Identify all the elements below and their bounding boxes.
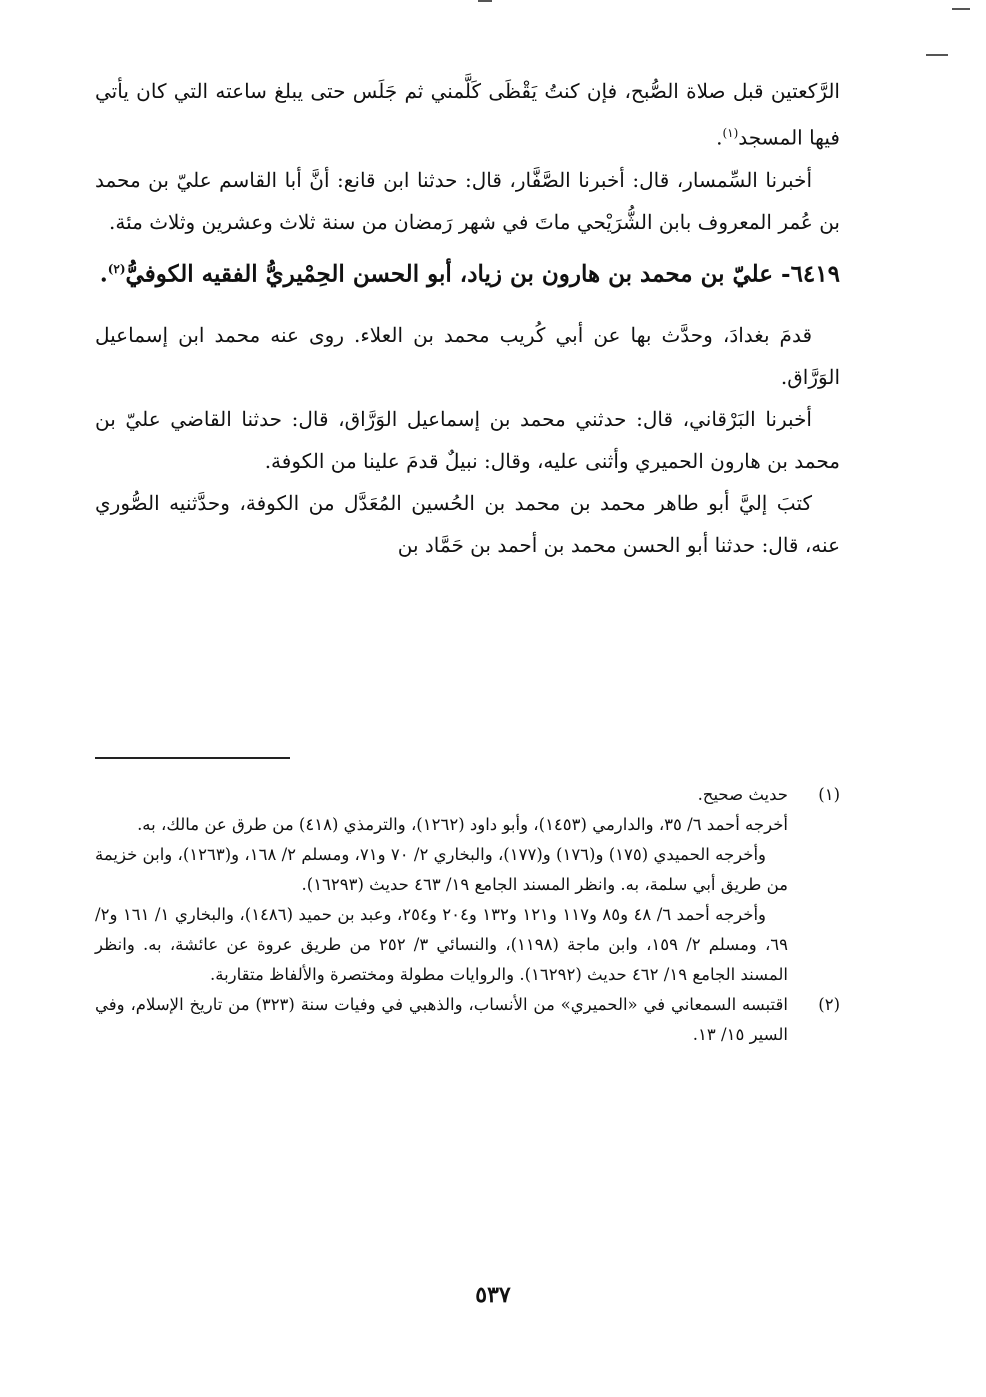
footnote-1 (95, 780, 840, 990)
paragraph-1-text: الرَّكعتين قبل صلاة الصُّبح، فإن كنتُ يَقْظَى كَلَّمني ثم جَلَس حتى يبلغ ساعته التي كان يأتي فيها المسجد (95, 79, 840, 150)
paragraph-2: أخبرنا السِّمسار، قال: أخبرنا الصَّفَّار، قال: حدثنا ابن قانع: أنَّ أبا القاسم عليّ بن محمد بن عُمر المعروف بابن الشُّرَيْحي ماتَ في شهر رَمضان من سنة ثلاث وعشرين وثلاث مئة. (95, 167, 840, 234)
footnote-para: وأخرجه الحميدي (١٧٥) و(١٧٦) و(١٧٧)، والبخاري ٢/ ٧٠ و٧١، ومسلم ٢/ ١٦٨، و(١٢٦٣)، وابن خزيمة من طريق أبي سلمة، به. وانظر المسند الجامع ١٩/ ٤٦٣ حديث (١٦٢٩٣). (95, 845, 788, 894)
footnote-body (95, 990, 788, 1050)
footnote-ref-2: (٢) (107, 261, 126, 276)
entry-heading (95, 247, 840, 297)
paragraph-5: كتبَ إليَّ أبو طاهر محمد بن محمد بن الحُسين المُعَدَّل من الكوفة، وحدَّثنيه الصُّوري عنه، قال: حدثنا أبو الحسن محمد بن أحمد بن حَمَّاد بن (95, 491, 840, 558)
footnotes (95, 780, 840, 1050)
footnote-para: اقتبسه السمعاني في «الحميري» من الأنساب، والذهبي في وفيات سنة (٣٢٣) من تاريخ الإسلام، وفي السير ١٥/ ١٣. (95, 995, 788, 1044)
entry-heading-text: ٦٤١٩- عليّ بن محمد بن هارون بن زياد، أبو الحسن الحِمْيريُّ الفقيه الكوفيُّ (125, 260, 840, 288)
footnote-para: حديث صحيح. (697, 785, 788, 804)
footnote-separator (95, 757, 290, 759)
paragraph-1 (95, 70, 840, 159)
paragraph-1-end: . (716, 125, 723, 150)
footnote-number: (١) (818, 785, 840, 804)
footnote-2 (95, 990, 840, 1050)
scan-mark-top (478, 0, 492, 2)
entry-heading-end: . (99, 260, 108, 288)
footnote-number: (٢) (818, 995, 840, 1014)
scan-mark-right-2 (926, 54, 948, 56)
main-text (95, 70, 840, 566)
footnote-ref-1: (١) (722, 126, 739, 140)
footnote-body (95, 780, 788, 990)
scan-mark-right (952, 8, 970, 10)
page-number: ٥٣٧ (475, 1282, 511, 1308)
footnote-para: أخرجه أحمد ٦/ ٣٥، والدارمي (١٤٥٣)، وأبو داود (١٢٦٢)، والترمذي (٤١٨) من طرق عن مالك، به. (137, 815, 788, 834)
paragraph-3: قدمَ بغدادَ، وحدَّث بها عن أبي كُريب محمد بن العلاء. روى عنه محمد ابن إسماعيل الوَرَّاق. (95, 323, 840, 390)
paragraph-4: أخبرنا البَرْقاني، قال: حدثني محمد بن إسماعيل الوَرَّاق، قال: حدثنا القاضي عليّ بن محمد بن هارون الحميري وأثنى عليه، وقال: نبيلٌ قدمَ علينا من الكوفة. (95, 407, 840, 474)
footnote-para: وأخرجه أحمد ٦/ ٤٨ و٨٥ و١١٧ و١٢١ و١٣٢ و٢٠٤ و٢٥٤، وعبد بن حميد (١٤٨٦)، والبخاري ١/ ١٦١ و٢/ ٦٩، ومسلم ٢/ ١٥٩، وابن ماجة (١١٩٨)، والنسائي ٣/ ٢٥٢ من طريق عروة عن عائشة، به. وانظر المسند الجامع ١٩/ ٤٦٢ حديث (١٦٢٩٢). والروايات مطولة ومختصرة والألفاظ متقاربة. (95, 905, 789, 984)
